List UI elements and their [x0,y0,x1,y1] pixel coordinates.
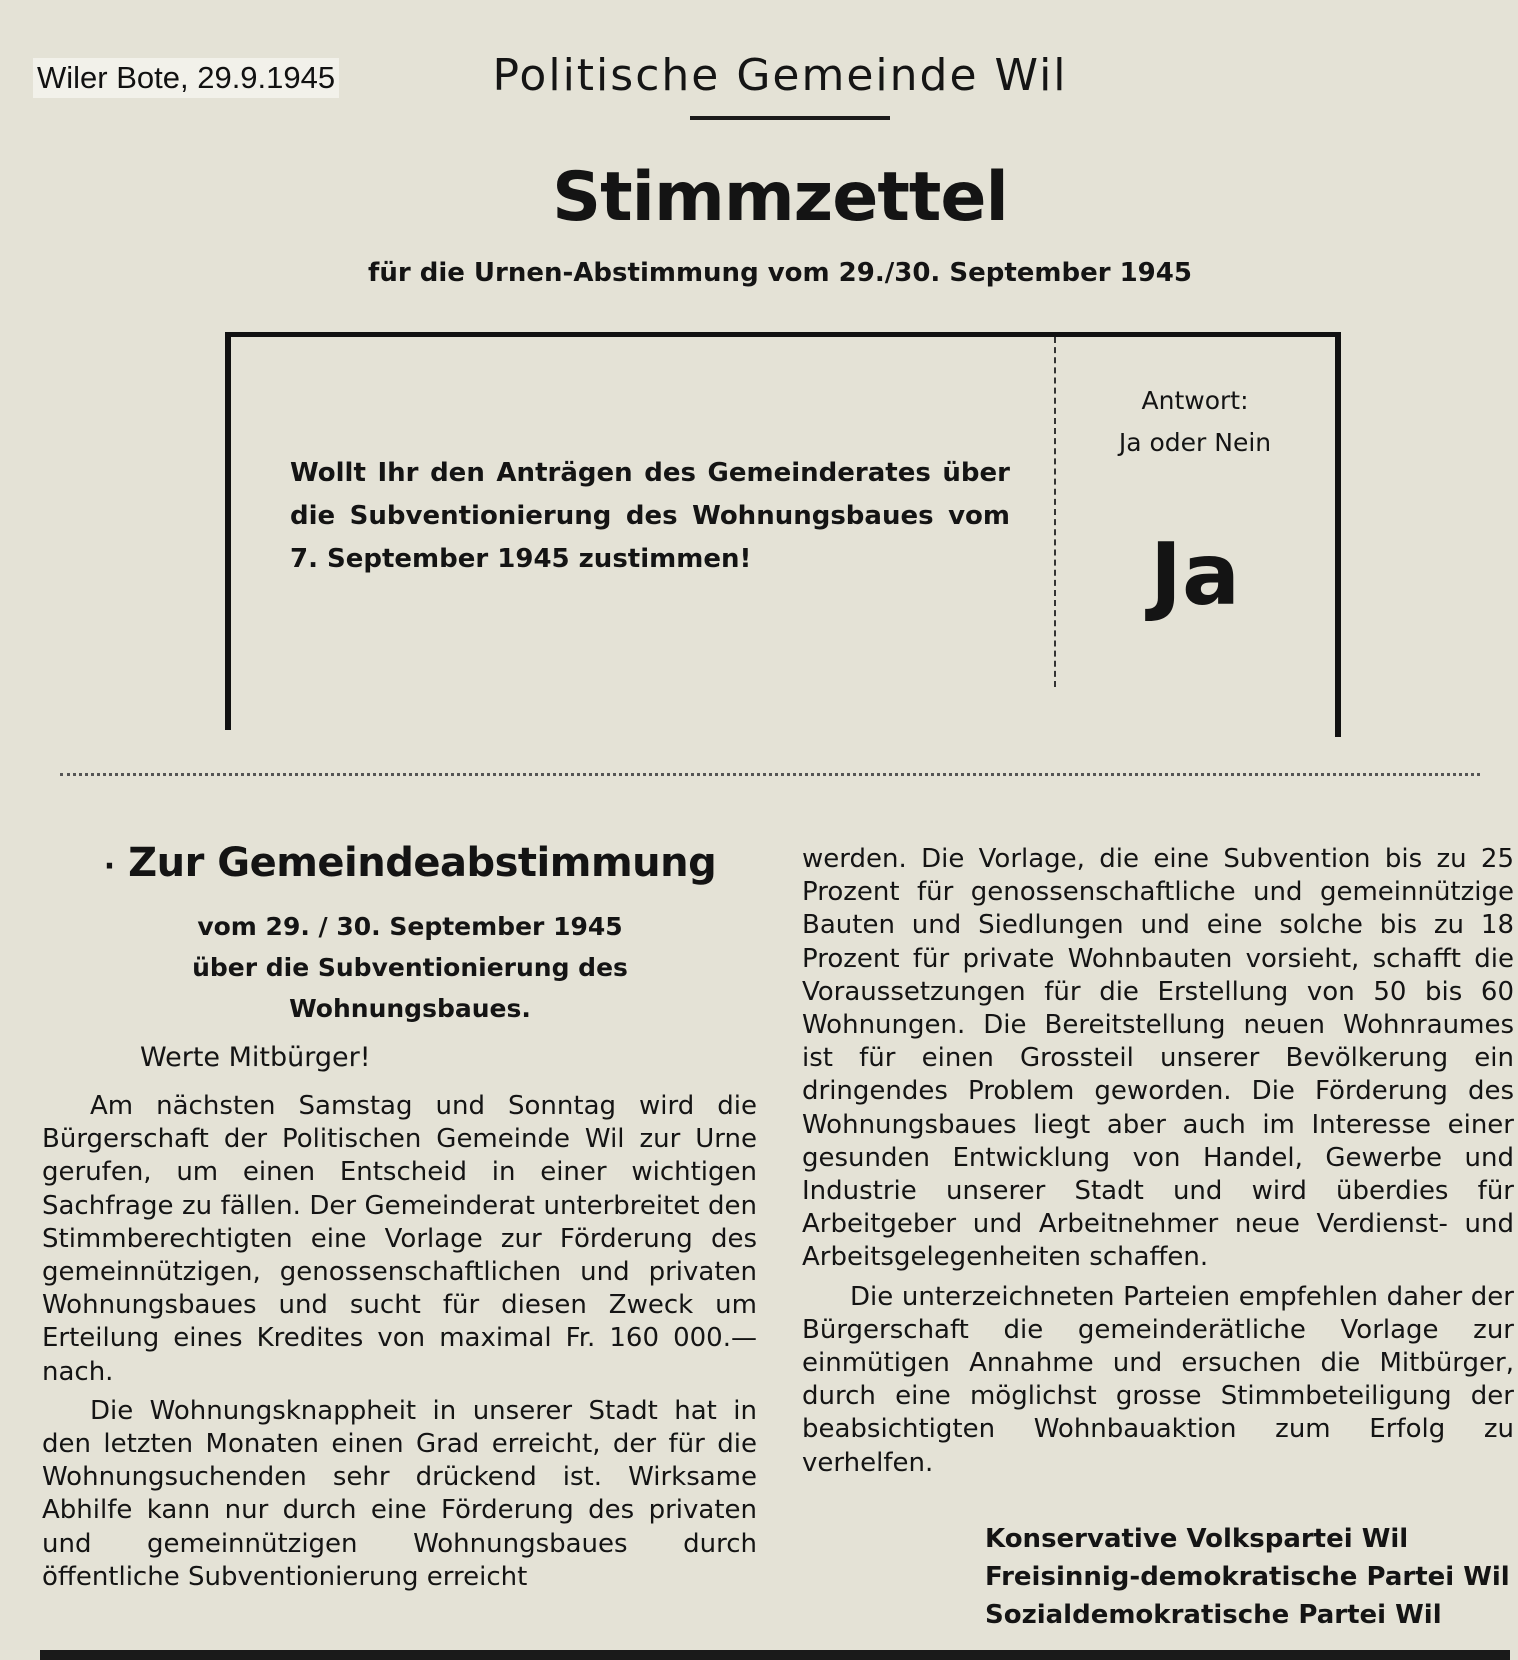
article-subtitle [60,906,760,1029]
greeting: Werte Mitbürger! [140,1042,371,1073]
article-title-text: Zur Gemeindeabstimmung [128,840,717,886]
ballot-frame-right [1335,332,1341,737]
answer-header [1060,380,1330,464]
ballot-title: Stimmzettel [552,158,1008,237]
ballot-frame-top [230,332,1340,337]
source-caption: Wiler Bote, 29.9.1945 [33,58,339,98]
article-subtitle-line: über die Subventionierung des [192,953,628,982]
ballot-question: Wollt Ihr den Anträgen des Gemeinderates über die Subventionierung des Wohnungsbaues vom 7. September 1945 zustimmen! [290,458,1010,574]
party-name: Sozialdemokratische Partei Wil [985,1600,1442,1630]
bullet-icon: · [103,849,115,884]
ballot-subtitle: für die Urnen-Abstimmung vom 29./30. September 1945 [368,258,1192,288]
article-column-right [802,843,1514,1480]
answer-value: Ja [1149,525,1241,625]
party-name: Konservative Volkspartei Wil [985,1524,1409,1554]
article-subtitle-line: vom 29. / 30. September 1945 [197,912,623,941]
paragraph: Die unterzeichneten Parteien empfehlen daher der Bürgerschaft die gemeinderätliche Vorlage zur einmütigen Annahme und ersuchen die Mitbürger, durch eine möglichst grosse Stimmbeteiligung der beabsichtigten Wohnbauaktion zum Erfolg zu verhelfen. [802,1281,1514,1478]
paragraph: Am nächsten Samstag und Sonntag wird die Bürgerschaft der Politischen Gemeinde Wil zur Urne gerufen, um einen Entscheid in einer wichtigen Sachfrage zu fällen. Der Gemeinderat unterbreitet den Stimmberechtigten eine Vorlage zur Förderung des gemeinnützigen, genossenschaftlichen und privaten Wohnungsbaues und sucht für diesen Zweck um Erteilung eines Kredites von maximal Fr. 160 000.— nach. [42,1091,757,1387]
ballot-frame-left [225,332,231,730]
masthead: Politische Gemeinde Wil [492,50,1068,101]
answer-options: Ja oder Nein [1118,428,1272,457]
paragraph: werden. Die Vorlage, die eine Subvention bis zu 25 Prozent für genossenschaftliche und gemeinnützige Bauten und Siedlungen und eine solche bis zu 18 Prozent für private Wohnbauten vorsieht, schafft die Voraussetzungen für die Erstellung von 50 bis 60 Wohnungen. Die Bereitstellung neuen Wohnraumes ist für einen Grossteil unserer Bevölkerung ein dringendes Problem geworden. Die Förderung des Wohnungsbaues liegt aber auch im Interesse einer gesunden Entwicklung von Handel, Gewerbe und Industrie unserer Stadt und wird überdies für Arbeitgeber und Arbeitnehmer neue Verdienst- und Arbeitsgelegenheiten schaffen. [802,844,1514,1273]
cut-line [60,773,1480,776]
paragraph: Die Wohnungsknappheit in unserer Stadt hat in den letzten Monaten einen Grad erreicht, der für die Wohnungsuchenden sehr drückend ist. Wirksame Abhilfe kann nur durch eine Förderung des privaten und gemeinnützigen Wohnungsbaues durch öffentliche Subventionierung erreicht [42,1395,757,1592]
article-subtitle-line: Wohnungsbaues. [289,994,531,1023]
bottom-rule [40,1650,1510,1660]
signatories [985,1520,1510,1634]
party-name: Freisinnig-demokratische Partei Wil [985,1562,1510,1592]
ballot-answer-divider [1054,337,1056,687]
article-column-left [42,1090,757,1594]
answer-label: Antwort: [1141,386,1249,415]
masthead-divider [690,116,890,120]
article-title [60,840,760,886]
